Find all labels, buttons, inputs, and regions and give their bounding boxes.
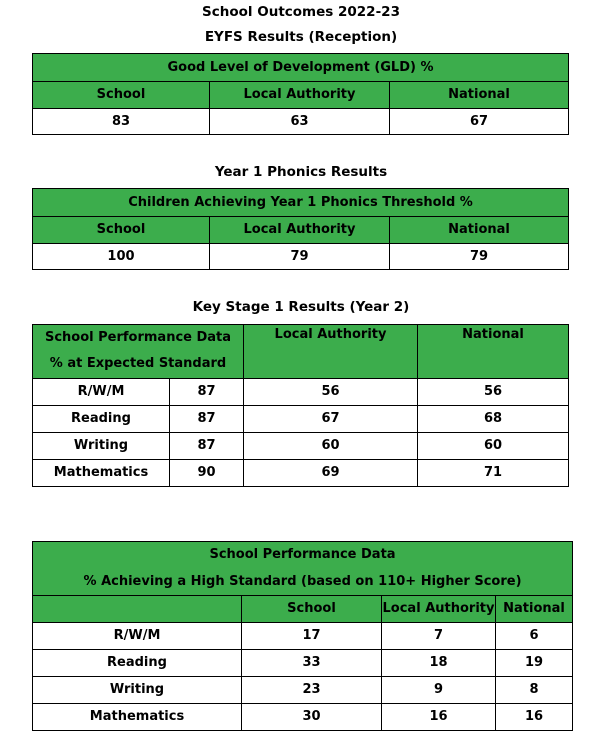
high-subject: Writing	[33, 677, 242, 704]
high-la-value: 9	[382, 677, 496, 704]
eyfs-value-national: 67	[390, 109, 569, 135]
eyfs-heading: EYFS Results (Reception)	[204, 29, 398, 45]
phonics-value-school: 100	[33, 244, 210, 270]
high-national-value: 16	[496, 704, 573, 731]
high-header-national: National	[496, 596, 573, 623]
ks1-school-value: 90	[170, 460, 244, 487]
high-banner-line2: % Achieving a High Standard (based on 110+ Higher Score)	[33, 569, 573, 596]
phonics-heading: Year 1 Phonics Results	[214, 164, 388, 180]
ks1-national-value: 56	[418, 379, 569, 406]
eyfs-header-la: Local Authority	[210, 82, 390, 109]
ks1-la-value: 60	[244, 433, 418, 460]
ks1-table	[32, 324, 569, 487]
phonics-table	[32, 188, 569, 270]
phonics-header-school: School	[33, 217, 210, 244]
high-national-value: 19	[496, 650, 573, 677]
phonics-value-la: 79	[210, 244, 390, 270]
eyfs-header-national: National	[390, 82, 569, 109]
high-school-value: 30	[242, 704, 382, 731]
phonics-banner: Children Achieving Year 1 Phonics Threshold %	[33, 189, 569, 217]
high-subject: Reading	[33, 650, 242, 677]
ks1-subject: Writing	[33, 433, 170, 460]
ks1-national-value: 71	[418, 460, 569, 487]
high-la-value: 18	[382, 650, 496, 677]
high-school-value: 17	[242, 623, 382, 650]
ks1-heading: Key Stage 1 Results (Year 2)	[192, 299, 410, 315]
high-national-value: 6	[496, 623, 573, 650]
high-la-value: 16	[382, 704, 496, 731]
eyfs-value-school: 83	[33, 109, 210, 135]
ks1-school-value: 87	[170, 379, 244, 406]
ks1-la-value: 69	[244, 460, 418, 487]
ks1-header-la: Local Authority	[244, 325, 418, 379]
ks1-subject: Reading	[33, 406, 170, 433]
ks1-header-national: National	[418, 325, 569, 379]
high-header-blank	[33, 596, 242, 623]
high-standard-table	[32, 541, 573, 731]
phonics-header-la: Local Authority	[210, 217, 390, 244]
eyfs-banner: Good Level of Development (GLD) %	[33, 54, 569, 82]
ks1-la-value: 56	[244, 379, 418, 406]
high-subject: R/W/M	[33, 623, 242, 650]
high-banner-line1: School Performance Data	[33, 542, 573, 569]
high-subject: Mathematics	[33, 704, 242, 731]
page-title: School Outcomes 2022-23	[202, 4, 400, 20]
ks1-la-value: 67	[244, 406, 418, 433]
ks1-school-value: 87	[170, 433, 244, 460]
high-national-value: 8	[496, 677, 573, 704]
eyfs-header-school: School	[33, 82, 210, 109]
eyfs-value-la: 63	[210, 109, 390, 135]
high-la-value: 7	[382, 623, 496, 650]
phonics-value-national: 79	[390, 244, 569, 270]
ks1-subject: R/W/M	[33, 379, 170, 406]
ks1-subject: Mathematics	[33, 460, 170, 487]
ks1-national-value: 60	[418, 433, 569, 460]
ks1-header-line2: % at Expected Standard	[33, 351, 244, 379]
high-school-value: 33	[242, 650, 382, 677]
ks1-header-line1: School Performance Data	[33, 325, 244, 351]
phonics-header-national: National	[390, 217, 569, 244]
eyfs-table	[32, 53, 569, 135]
ks1-national-value: 68	[418, 406, 569, 433]
high-school-value: 23	[242, 677, 382, 704]
ks1-school-value: 87	[170, 406, 244, 433]
high-header-la: Local Authority	[382, 596, 496, 623]
high-header-school: School	[242, 596, 382, 623]
